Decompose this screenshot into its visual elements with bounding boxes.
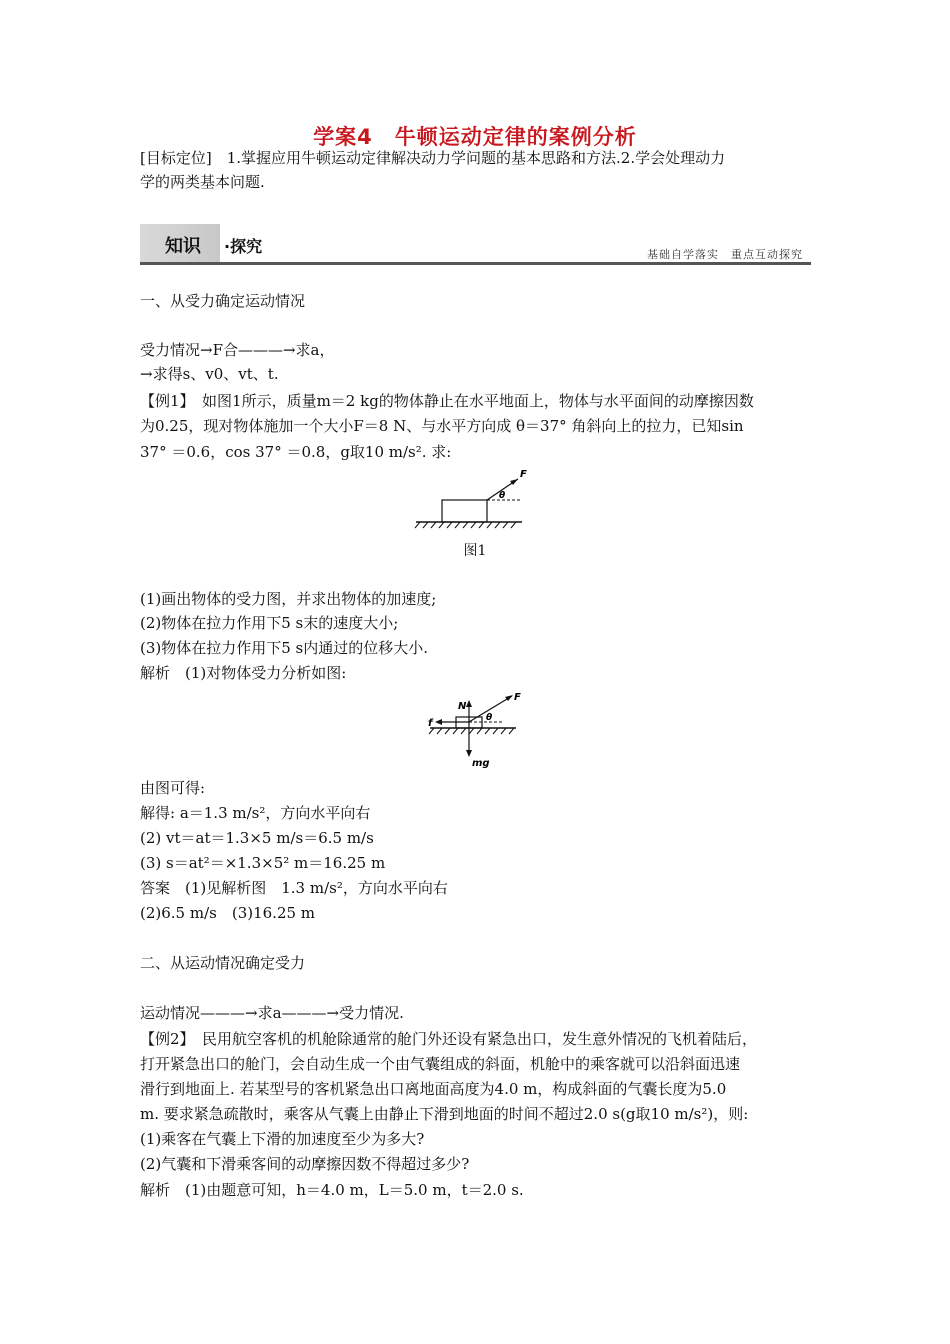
answer1-line-1: 答案 (1)见解析图 1.3 m/s²，方向水平向右 (140, 879, 448, 897)
solution1-heading: 解析 (1)对物体受力分析如图: (140, 664, 347, 682)
question2-1: (1)乘客在气囊上下滑的加速度至少为多大? (140, 1130, 425, 1148)
banner-subtitle: 基础自学落实 重点互动探究 (647, 248, 803, 261)
fig1-label-theta: θ (499, 491, 506, 501)
question1-1: (1)画出物体的受力图，并求出物体的加速度; (140, 590, 437, 608)
fig2-ground-hatch (429, 728, 514, 734)
fig2-gravity-arrowhead (466, 750, 472, 757)
fig2-label-N: N (458, 701, 467, 712)
fig2-label-F: F (514, 692, 521, 703)
example2-line-3: 滑行到地面上. 若某型号的客机紧急出口离地面高度为4.0 m，构成斜面的气囊长度为5.0 (140, 1080, 727, 1098)
figure-2-force-diagram (420, 688, 530, 770)
objectives-line-1: [目标定位] 1.掌握应用牛顿运动定律解决动力学问题的基本思路和方法.2.学会处理动力 (140, 149, 726, 167)
solution1-line-3: (2) vt＝at＝1.3×5 m/s＝6.5 m/s (140, 829, 374, 847)
figure-1 (410, 465, 530, 535)
solution2-line-1: 解析 (1)由题意可知，h＝4.0 m，L＝5.0 m，t＝2.0 s. (140, 1181, 524, 1199)
figure-1-caption: 图1 (463, 543, 487, 559)
example1-line-2: 为0.25，现对物体施加一个大小F＝8 N、与水平方向成 θ＝37° 角斜向上的拉力，已知sin (140, 417, 744, 435)
question1-3: (3)物体在拉力作用下5 s内通过的位移大小. (140, 639, 429, 657)
section2-flow: 运动情况———→求a———→受力情况. (140, 1004, 404, 1022)
fig2-label-f: f (428, 718, 433, 729)
answer1-line-2: (2)6.5 m/s (3)16.25 m (140, 904, 316, 922)
question1-2: (2)物体在拉力作用下5 s末的速度大小; (140, 614, 399, 632)
objectives-line-2: 学的两类基本问题. (140, 173, 265, 191)
banner-rule (140, 262, 811, 265)
section1-flow-2: →求得s、v0、vt、t. (140, 365, 279, 383)
section1-heading: 一、从受力确定运动情况 (140, 292, 306, 310)
solution1-line-2: 解得: a＝1.3 m/s²，方向水平向右 (140, 804, 371, 822)
example1-line-1: 【例1】 如图1所示，质量m＝2 kg的物体静止在水平地面上，物体与水平面间的动摩擦因数 (140, 392, 754, 410)
page-title: 学案4 牛顿运动定律的案例分析 (313, 125, 637, 149)
fig2-normal-arrowhead (466, 700, 472, 707)
example2-line-4: m. 要求紧急疏散时，乘客从气囊上由静止下滑到地面的时间不超过2.0 s(g取10 m/s²)，则: (140, 1105, 749, 1123)
fig2-label-mg: mg (472, 758, 490, 769)
fig2-label-theta: θ (486, 713, 493, 723)
example2-line-1: 【例2】 民用航空客机的机舱除通常的舱门外还设有紧急出口，发生意外情况的飞机着陆后， (140, 1030, 758, 1048)
example2-line-2: 打开紧急出口的舱门，会自动生成一个由气囊组成的斜面，机舱中的乘客就可以沿斜面迅速 (140, 1055, 741, 1073)
question2-2: (2)气囊和下滑乘客间的动摩擦因数不得超过多少? (140, 1155, 470, 1173)
banner-main: 知识 (165, 236, 201, 257)
fig1-block (442, 500, 487, 522)
fig1-label-F: F (520, 469, 527, 480)
section2-heading: 二、从运动情况确定受力 (140, 954, 306, 972)
section-banner (140, 224, 811, 264)
banner-sep-part: ·探究 (224, 237, 263, 256)
example1-line-3: 37° ＝0.6，cos 37° ＝0.8，g取10 m/s². 求: (140, 443, 452, 461)
section1-flow-1: 受力情况→F合———→求a， (140, 341, 335, 359)
fig2-friction-arrowhead (435, 719, 442, 725)
fig1-ground-hatch (415, 522, 516, 528)
solution1-line-4: (3) s＝at²＝×1.3×5² m＝16.25 m (140, 854, 386, 872)
solution1-line-1: 由图可得: (140, 779, 206, 797)
